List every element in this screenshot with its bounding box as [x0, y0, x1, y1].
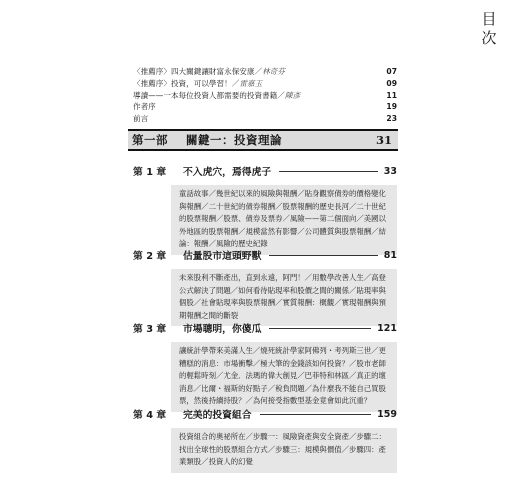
- chapter-heading[interactable]: [133, 247, 397, 263]
- front-matter-item[interactable]: [133, 113, 397, 125]
- chapter-summary: 童話故事／幾世紀以來的風險與報酬／貼身觀察債券的價格變化與報酬／二十世紀的債券報酬／股票報酬的歷史長河／二十世紀的股票報酬／股票、債券及票券／風險——第二個面向／美國以外地區的股票報酬／規模當然有影響／公司體質與股票報酬／結論：報酬／風險的歷史紀錄: [171, 185, 397, 255]
- front-matter-page: 23: [386, 114, 397, 124]
- front-matter-item[interactable]: [133, 66, 397, 78]
- front-matter-page: 09: [386, 78, 397, 88]
- part-label: 第一部: [132, 133, 168, 147]
- chapter-summary: 投資組合的奧祕所在／步驟一：風險資產與安全資產／步驟二：找出全球性的股票組合方式／步驟三：規模與價值／步驟四：產業類股／投資人的幻覺: [171, 428, 397, 473]
- chapter-summary: 讓統計學帶來美滿人生／燒死統計學家阿佛列・考列斯三世／更糟糕的消息：市場衝擊／極大筆的金錢該如何投資？／股市老師的輕鬆時刻／尤金．法瑪的偉大創見／巴菲特和林區／真正的壞消息／比爾・福斯的好點子／稅負問題／為什麼我不能自己買股票，然後持續持股？／為何接受指數型基金竟會如此沉重？: [171, 342, 397, 412]
- leader-line: [269, 255, 377, 256]
- front-matter-label: 導讀——一本每位投資人都需要的投資書籍／: [133, 90, 285, 100]
- chapter-number: 第 1 章: [133, 167, 167, 178]
- front-matter-author: 陳彥: [284, 90, 301, 100]
- front-matter-page: 19: [386, 102, 397, 112]
- chapter-heading[interactable]: [133, 320, 397, 336]
- front-matter-label: 作者序: [133, 102, 156, 112]
- chapter-entry: [133, 247, 397, 326]
- front-matter-list: [133, 66, 397, 125]
- front-matter-item[interactable]: [133, 90, 397, 102]
- chapter-entry: [133, 163, 397, 255]
- chapter-title: 完美的投資組合: [183, 410, 252, 421]
- chapter-entry: [133, 406, 397, 473]
- chapter-number: 第 4 章: [133, 410, 167, 421]
- front-matter-page: 07: [386, 67, 397, 76]
- chapter-page: 81: [383, 249, 397, 261]
- front-matter-label: 〈推薦序〉四大關鍵讓財富永保安康／: [133, 67, 263, 76]
- front-matter-author: 林奇芬: [262, 67, 285, 76]
- side-title: 目次: [481, 10, 497, 47]
- front-matter-label: 〈推薦序〉投資，可以學習！／: [133, 78, 240, 88]
- chapter-heading[interactable]: [133, 406, 397, 422]
- front-matter-item[interactable]: [133, 101, 397, 113]
- chapter-entry: [133, 320, 397, 412]
- front-matter-author: 雷嘉玉: [239, 78, 263, 88]
- front-matter-label: 前言: [133, 114, 149, 124]
- part-page: 31: [375, 133, 392, 147]
- leader-line: [279, 171, 378, 172]
- chapter-title: 市場聰明，你傻瓜: [183, 324, 262, 335]
- chapter-heading[interactable]: [133, 163, 397, 179]
- chapter-page: 121: [377, 322, 397, 334]
- front-matter-item[interactable]: [133, 78, 397, 90]
- leader-line: [269, 328, 371, 329]
- part-heading[interactable]: [128, 129, 398, 151]
- chapter-title: 不入虎穴，焉得虎子: [183, 167, 272, 178]
- front-matter-page: 11: [386, 90, 397, 100]
- chapter-page: 33: [383, 165, 397, 177]
- chapter-number: 第 2 章: [133, 251, 167, 262]
- part-title: 關鍵一：投資理論: [186, 133, 282, 147]
- chapter-number: 第 3 章: [133, 324, 167, 335]
- chapter-title: 估量股市這頭野獸: [183, 251, 262, 262]
- chapter-summary: 未來股利不斷產出，直到永遠，阿門！／用數學改善人生／高登公式解決了問題／如何看待貼現率和股價之間的關係／貼現率與個股／社會貼現率與股票報酬／實質報酬：概觀／實現報酬與預期報酬之間的斷裂: [171, 269, 397, 326]
- chapter-page: 159: [377, 408, 397, 420]
- leader-line: [260, 414, 372, 415]
